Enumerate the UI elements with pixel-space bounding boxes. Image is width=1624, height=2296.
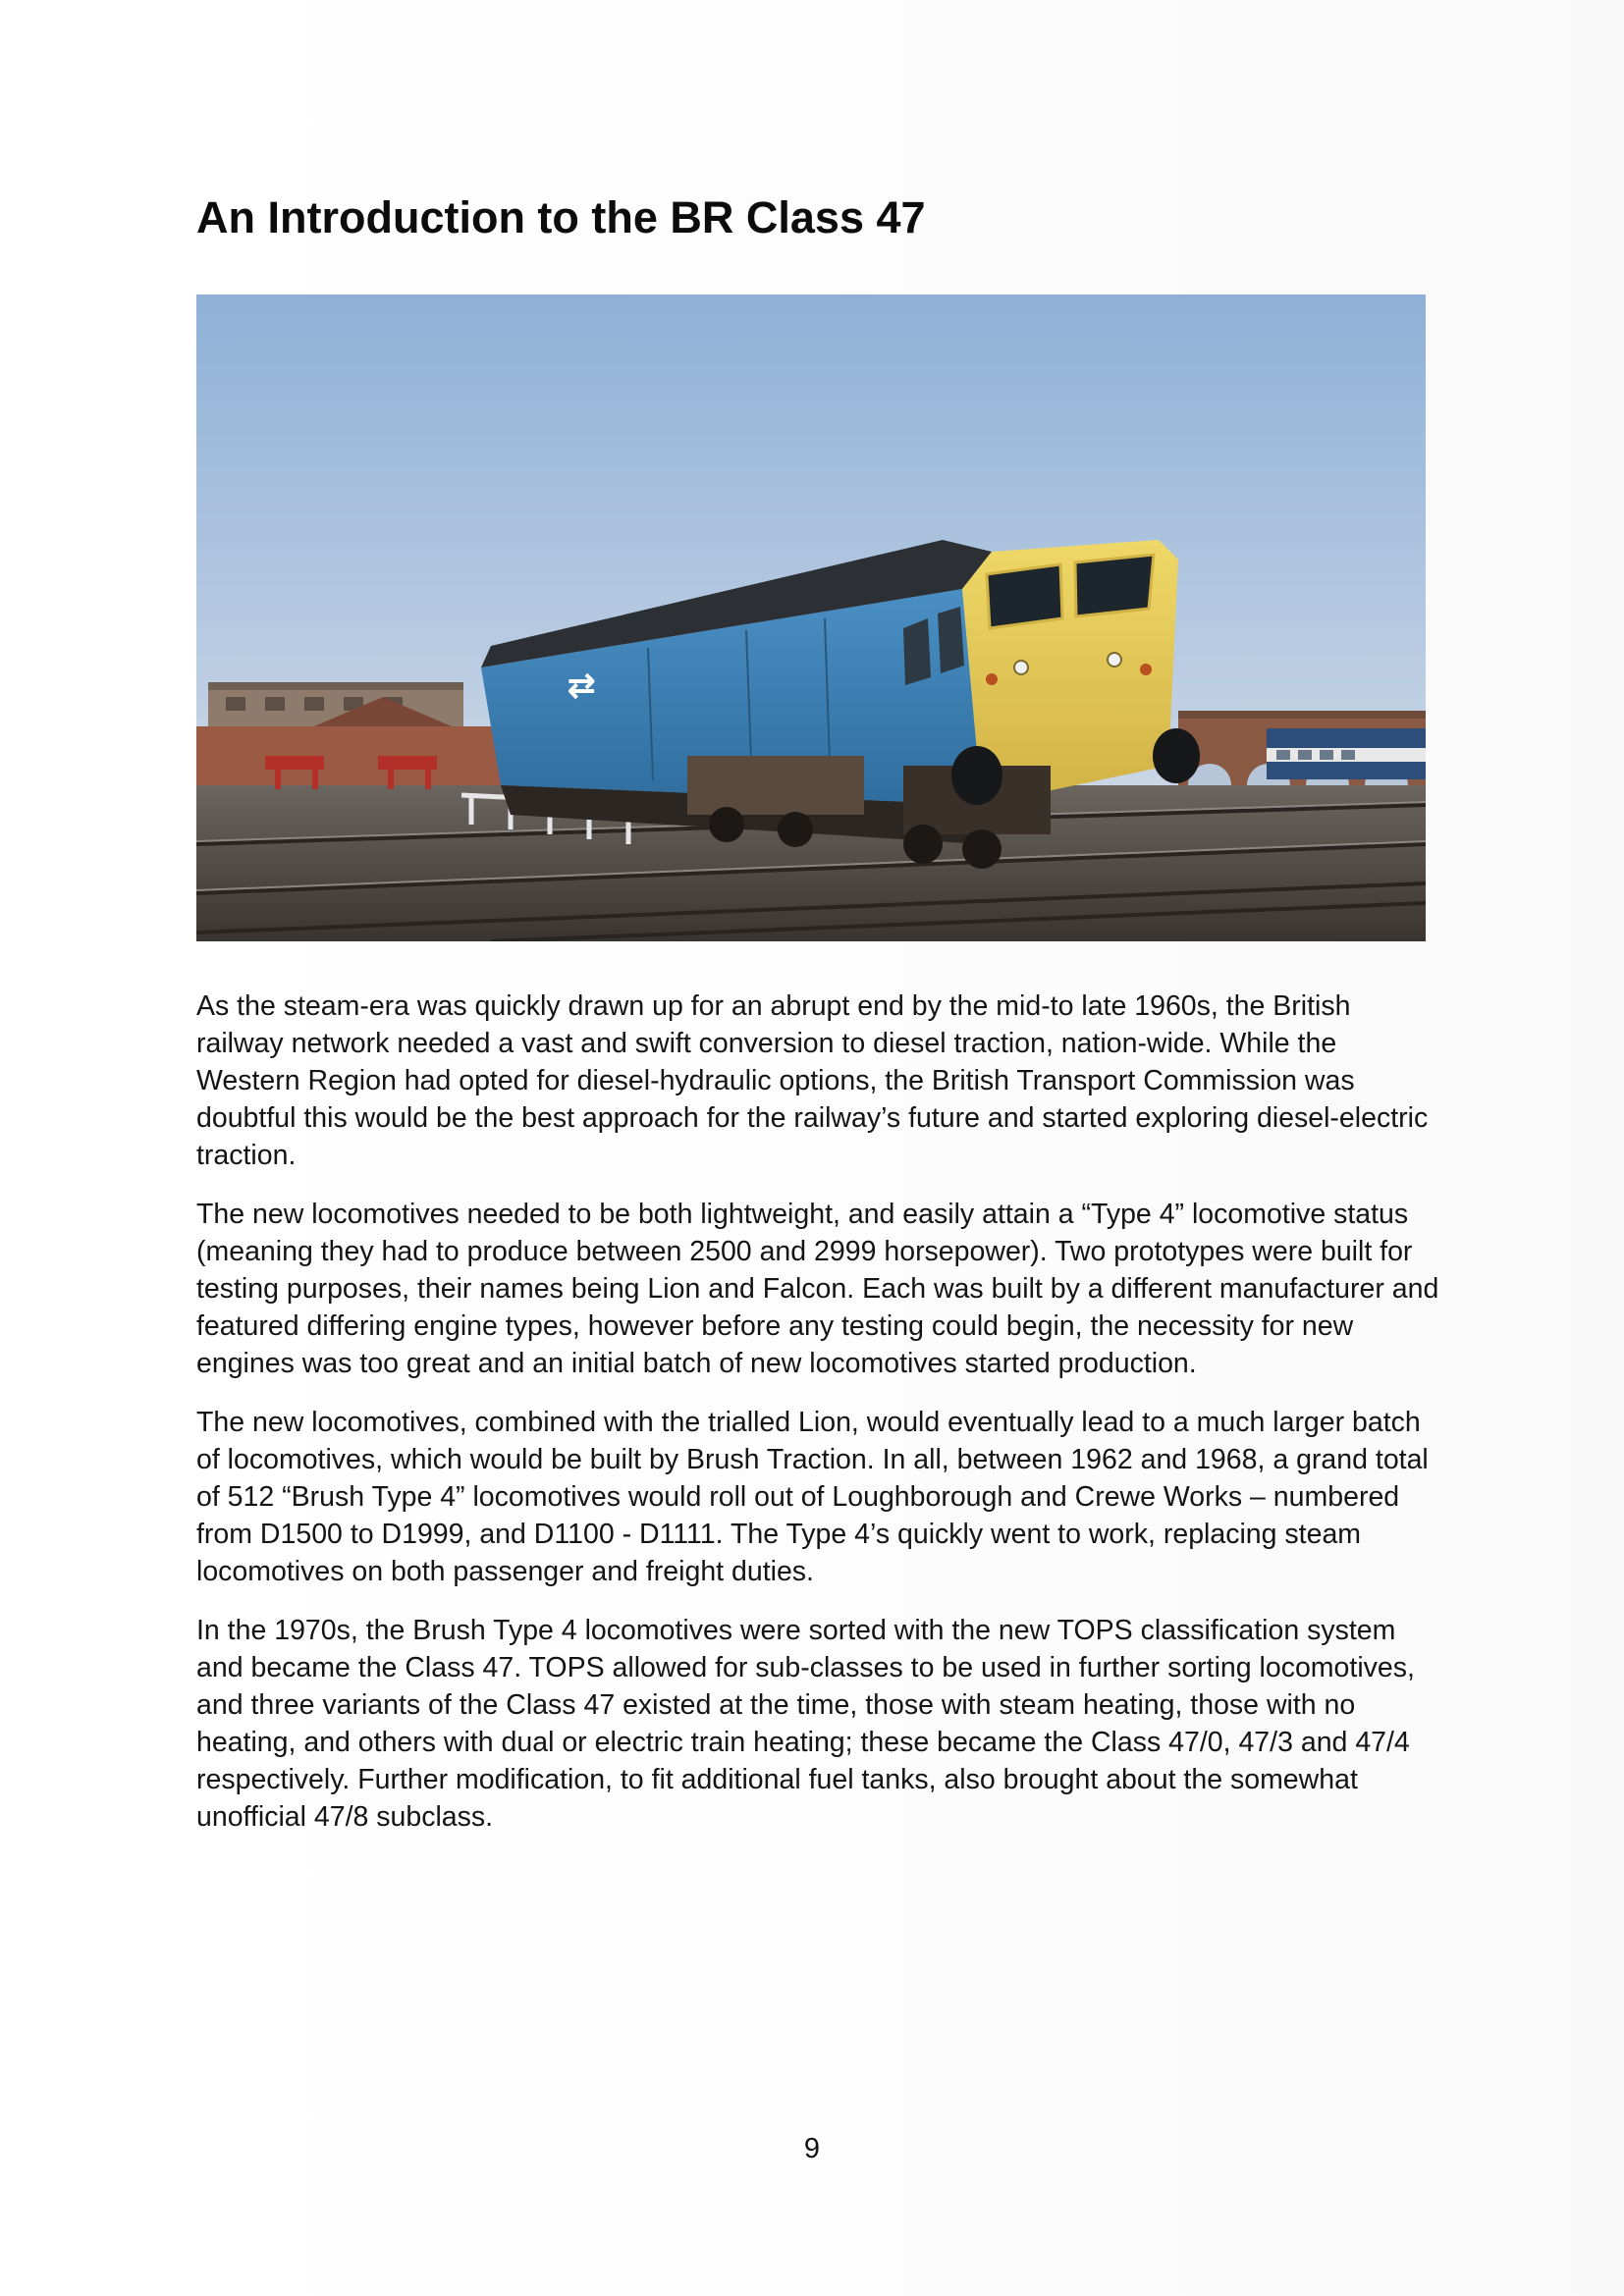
paragraph: The new locomotives, combined with the trialled Lion, would eventually lead to a much larger batch of locomotives, which would be built by Brush Traction. In all, between 1962 and 1968, a grand total of 512 “Brush Type 4” locomotives would roll out of Loughborough and Crewe Works – numbered from D1500 to D1999, and D1100 - D1111. The Type 4’s quickly went to work, replacing steam locomotives on both passenger and freight duties. [196,1407,1429,1587]
locomotive-illustration [196,294,1426,941]
paragraph: In the 1970s, the Brush Type 4 locomotives were sorted with the new TOPS classification system and became the Class 47. TOPS allowed for sub-classes to be used in further sorting locomotives, and three variants of the Class 47 existed at the time, those with steam heating, those with no heating, and others with dual or electric train heating; these became the Class 47/0, 47/3 and 47/4 respectively. Further modification, to fit additional fuel tanks, also brought about the somewhat unofficial 47/8 subclass. [196,1615,1415,1833]
svg-text:⇄: ⇄ [568,667,596,705]
paragraph: The new locomotives needed to be both lightweight, and easily attain a “Type 4” locomotive status (meaning they had to produce between 2500 and 2999 horsepower). Two prototypes were built for testing purposes, their names being Lion and Falcon. Each was built by a different manufacturer and featured differing engine types, however before any testing could begin, the necessity for new engines was too great and an initial batch of new locomotives started production. [196,1199,1439,1379]
locomotive-photo [196,294,1426,941]
page-title: An Introduction to the BR Class 47 [196,192,926,242]
paragraph: As the steam-era was quickly drawn up for an abrupt end by the mid-to late 1960s, the British railway network needed a vast and swift conversion to diesel traction, nation-wide. While the Western Region had opted for diesel-hydraulic options, the British Transport Commission was doubtful this would be the best approach for the railway’s future and started exploring diesel-electric traction. [196,990,1429,1171]
page-number: 9 [803,2133,821,2164]
article-body [196,988,1443,1857]
coaches [1267,728,1426,779]
